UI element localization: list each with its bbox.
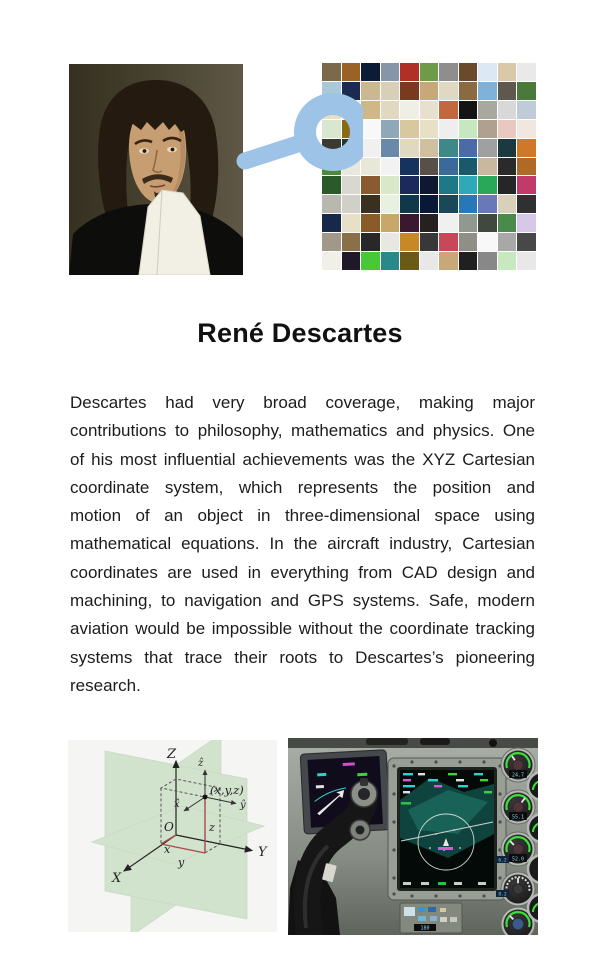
mosaic-tile bbox=[381, 214, 400, 232]
mosaic-tile bbox=[361, 101, 380, 119]
mosaic-tile bbox=[439, 101, 458, 119]
mosaic-tile bbox=[517, 101, 536, 119]
mosaic-tile bbox=[381, 252, 400, 270]
mosaic-tile bbox=[381, 82, 400, 100]
mosaic-tile bbox=[342, 233, 361, 251]
mosaic-tile bbox=[361, 120, 380, 138]
mosaic-tile bbox=[361, 82, 380, 100]
left-display-symbol bbox=[316, 785, 324, 788]
mosaic-tile bbox=[420, 195, 439, 213]
sub-panel-light bbox=[440, 917, 447, 922]
mosaic-tile bbox=[361, 214, 380, 232]
mosaic-tile bbox=[478, 195, 497, 213]
mosaic-tile bbox=[517, 139, 536, 157]
mosaic-tile bbox=[439, 120, 458, 138]
mosaic-tile bbox=[459, 176, 478, 194]
mosaic-tile bbox=[400, 82, 419, 100]
point-marker bbox=[203, 795, 208, 800]
mosaic-tile bbox=[381, 139, 400, 157]
mosaic-tile bbox=[439, 214, 458, 232]
indicator-readout: 6.2 bbox=[498, 858, 507, 864]
descartes-portrait-image bbox=[69, 64, 243, 275]
mosaic-tile bbox=[478, 233, 497, 251]
mosaic-tile bbox=[420, 252, 439, 270]
left-display-symbol bbox=[317, 773, 326, 776]
sub-panel-light bbox=[440, 908, 446, 912]
mosaic-tile bbox=[420, 139, 439, 157]
mosaic-tile bbox=[459, 195, 478, 213]
mosaic-tile bbox=[400, 139, 419, 157]
mosaic-tile bbox=[517, 252, 536, 270]
mosaic-tile bbox=[361, 158, 380, 176]
mosaic-tile bbox=[381, 63, 400, 81]
gauge-readout: 55.1 bbox=[511, 814, 525, 821]
mosaic-tile bbox=[322, 214, 341, 232]
panel-top-knob bbox=[489, 739, 497, 747]
mosaic-tile bbox=[517, 214, 536, 232]
magnifier-ring bbox=[305, 104, 361, 160]
gauge-readout: 24.7 bbox=[511, 772, 525, 779]
mosaic-tile bbox=[439, 139, 458, 157]
axis-label-x: X bbox=[112, 871, 122, 886]
mosaic-tile bbox=[400, 158, 419, 176]
mosaic-tile bbox=[459, 120, 478, 138]
mosaic-tile bbox=[400, 233, 419, 251]
mosaic-tile bbox=[400, 176, 419, 194]
mosaic-tile bbox=[517, 195, 536, 213]
mosaic-tile bbox=[420, 214, 439, 232]
nav-bottom-label-green bbox=[438, 882, 446, 885]
mosaic-tile bbox=[478, 214, 497, 232]
mosaic-tile bbox=[498, 158, 517, 176]
mosaic-tile bbox=[498, 252, 517, 270]
mosaic-tile bbox=[439, 252, 458, 270]
mosaic-tile bbox=[517, 233, 536, 251]
mosaic-tile bbox=[498, 139, 517, 157]
mosaic-tile bbox=[420, 82, 439, 100]
mosaic-tile bbox=[381, 195, 400, 213]
axis-label-z: Z bbox=[167, 747, 177, 762]
mosaic-tile bbox=[342, 214, 361, 232]
mosaic-tile bbox=[400, 252, 419, 270]
axis-label-y: Y bbox=[258, 845, 267, 860]
mosaic-tile bbox=[478, 176, 497, 194]
mosaic-tile bbox=[478, 252, 497, 270]
mosaic-tile bbox=[498, 120, 517, 138]
mosaic-tile bbox=[361, 233, 380, 251]
mosaic-tile bbox=[342, 195, 361, 213]
indicator-readout: 8.2 bbox=[498, 892, 507, 898]
mosaic-tile bbox=[517, 63, 536, 81]
portrait-right-pupil bbox=[171, 148, 175, 152]
mosaic-tile bbox=[381, 233, 400, 251]
sub-panel-light bbox=[430, 916, 437, 921]
z-hat-label: ẑ bbox=[198, 758, 204, 769]
sub-panel-light bbox=[418, 916, 426, 921]
x-hat-label: x̂ bbox=[174, 799, 180, 810]
point-label: (x,y,z) bbox=[210, 783, 244, 797]
yoke-knob-stem bbox=[360, 778, 368, 786]
mosaic-tile bbox=[478, 139, 497, 157]
sub-panel bbox=[400, 903, 462, 933]
mosaic-tile bbox=[478, 63, 497, 81]
mosaic-tile bbox=[420, 176, 439, 194]
mosaic-tile bbox=[400, 63, 419, 81]
mosaic-tile bbox=[498, 63, 517, 81]
mosaic-tile bbox=[439, 82, 458, 100]
mosaic-tile bbox=[459, 233, 478, 251]
mosaic-tile bbox=[517, 120, 536, 138]
mosaic-tile bbox=[498, 82, 517, 100]
mosaic-tile bbox=[322, 252, 341, 270]
y-segment-label: y bbox=[178, 856, 185, 869]
mosaic-tile bbox=[322, 63, 341, 81]
mosaic-tile bbox=[439, 63, 458, 81]
mosaic-tile bbox=[459, 82, 478, 100]
mosaic-tile bbox=[498, 233, 517, 251]
mosaic-tile bbox=[498, 176, 517, 194]
panel-top-vent2 bbox=[420, 738, 450, 745]
coordinate-diagram-image bbox=[68, 740, 277, 932]
portrait-left-pupil bbox=[143, 149, 147, 153]
mosaic-tile bbox=[420, 120, 439, 138]
mosaic-tile bbox=[361, 195, 380, 213]
mosaic-tile bbox=[361, 252, 380, 270]
mosaic-tile bbox=[381, 120, 400, 138]
mosaic-tile bbox=[420, 101, 439, 119]
mosaic-tile bbox=[361, 63, 380, 81]
mosaic-tile bbox=[381, 176, 400, 194]
mosaic-tile bbox=[381, 101, 400, 119]
origin-label: O bbox=[164, 820, 174, 834]
mosaic-tile bbox=[322, 233, 341, 251]
nav-center-label bbox=[438, 847, 453, 850]
sub-panel-light bbox=[404, 907, 415, 916]
mosaic-tile bbox=[517, 176, 536, 194]
mosaic-tile bbox=[361, 139, 380, 157]
mosaic-tile bbox=[381, 158, 400, 176]
panel-top-strip bbox=[288, 738, 538, 748]
article-paragraph: Descartes had very broad coverage, making major contributions to philosophy, mathematics and physics. One of his most influential achievements was the XYZ Cartesian coordinate system, which represents the position and motion of an object in three-dimensional space using mathematical equations. In the aircraft industry, Cartesian coordinates are used in everything from CAD design and machining, to navigation and GPS systems. Safe, modern aviation would be impossible without the coordinate tracking systems that trace their roots to Descartes’s pioneering research. bbox=[70, 393, 535, 695]
mosaic-tile bbox=[517, 158, 536, 176]
yoke-lower-knob-center bbox=[356, 826, 365, 835]
mosaic-tile bbox=[400, 214, 419, 232]
mosaic-tile bbox=[322, 195, 341, 213]
left-display-symbol bbox=[343, 762, 355, 766]
mosaic-tile bbox=[478, 101, 497, 119]
mosaic-tile bbox=[342, 252, 361, 270]
mosaic-tile bbox=[439, 158, 458, 176]
mosaic-tile bbox=[459, 63, 478, 81]
sub-panel-light bbox=[428, 907, 436, 912]
gauge-readout: 52.0 bbox=[511, 856, 525, 863]
sub-panel-light bbox=[418, 907, 426, 912]
mosaic-tile bbox=[478, 82, 497, 100]
mosaic-tile bbox=[342, 63, 361, 81]
left-display-symbol bbox=[357, 773, 367, 777]
mosaic-tile bbox=[420, 233, 439, 251]
mosaic-tile bbox=[439, 195, 458, 213]
z-segment-label: z bbox=[209, 821, 215, 834]
mosaic-tile bbox=[498, 195, 517, 213]
page-title: René Descartes bbox=[197, 318, 403, 348]
magnifier-icon bbox=[228, 84, 363, 186]
y-hat-label: ŷ bbox=[240, 800, 246, 811]
mosaic-tile bbox=[498, 101, 517, 119]
mosaic-tile bbox=[459, 158, 478, 176]
mosaic-tile bbox=[400, 195, 419, 213]
mosaic-tile bbox=[478, 158, 497, 176]
mosaic-tile bbox=[439, 176, 458, 194]
panel-top-vent bbox=[366, 738, 408, 745]
mosaic-tile bbox=[420, 158, 439, 176]
nav-display bbox=[388, 758, 506, 900]
mosaic-tile bbox=[439, 233, 458, 251]
mosaic-tile bbox=[517, 82, 536, 100]
x-segment-label: x bbox=[164, 843, 171, 856]
mosaic-tile bbox=[459, 214, 478, 232]
mosaic-tile bbox=[420, 63, 439, 81]
cockpit-photo bbox=[288, 738, 538, 935]
mosaic-tile bbox=[361, 176, 380, 194]
mosaic-tile bbox=[459, 139, 478, 157]
mosaic-tile bbox=[498, 214, 517, 232]
yoke-top-knob-center bbox=[358, 788, 370, 800]
mosaic-tile bbox=[478, 120, 497, 138]
mosaic-tile bbox=[400, 120, 419, 138]
sub-panel-light bbox=[450, 917, 457, 922]
mosaic-tile bbox=[459, 252, 478, 270]
mosaic-tile bbox=[400, 101, 419, 119]
sub-panel-readout: 180 bbox=[420, 925, 430, 932]
mosaic-tile bbox=[459, 101, 478, 119]
